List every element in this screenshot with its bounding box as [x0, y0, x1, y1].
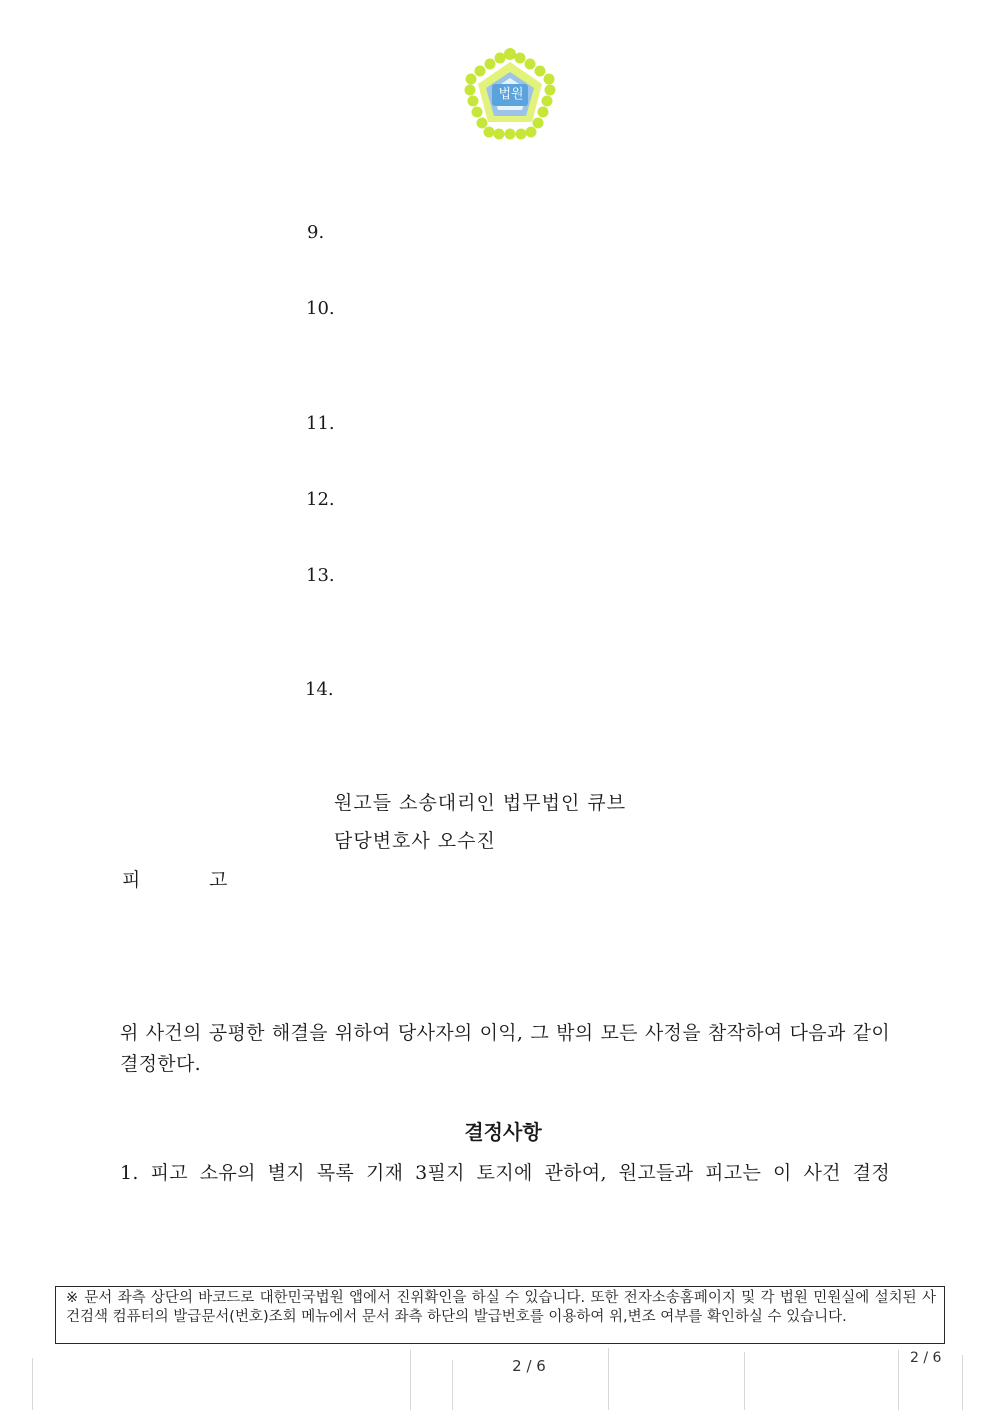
defendant-label-part2: 고 — [209, 869, 228, 891]
defendant-label-part1: 피 — [122, 869, 141, 891]
representative-firm: 원고들 소송대리인 법무법인 큐브 — [334, 792, 627, 814]
decision-item-1: 1. 피고 소유의 별지 목록 기재 3필지 토지에 관하여, 원고들과 피고는 이 사건 결정 — [120, 1162, 890, 1184]
verification-notice: ※ 문서 좌측 상단의 바코드로 대한민국법원 앱에서 진위확인을 하실 수 있습니다. 또한 전자소송홈페이지 및 각 법원 민원실에 설치된 사건검색 컴퓨터의 발급문서(번호)조회 메뉴에서 문서 좌측 하단의 발급번호를 이용하여 위,변조 여부를 확인하실 수 있습니다. — [55, 1286, 945, 1344]
court-seal-text: 법원 — [498, 87, 524, 102]
list-number-14: 14. — [305, 679, 334, 700]
decision-heading: 결정사항 — [464, 1120, 542, 1144]
list-number-11: 11. — [306, 413, 335, 434]
list-number-13: 13. — [306, 565, 335, 586]
intro-paragraph: 위 사건의 공평한 해결을 위하여 당사자의 이익, 그 밖의 모든 사정을 참작하여 다음과 같이 결정한다. — [120, 1022, 890, 1075]
page-number-center: 2 / 6 — [512, 1357, 546, 1375]
representative-attorney: 담당변호사 오수진 — [334, 830, 496, 852]
page-number-right: 2 / 6 — [910, 1350, 942, 1366]
list-number-9: 9. — [307, 222, 325, 243]
list-number-10: 10. — [306, 298, 335, 319]
list-number-12: 12. — [306, 489, 335, 510]
